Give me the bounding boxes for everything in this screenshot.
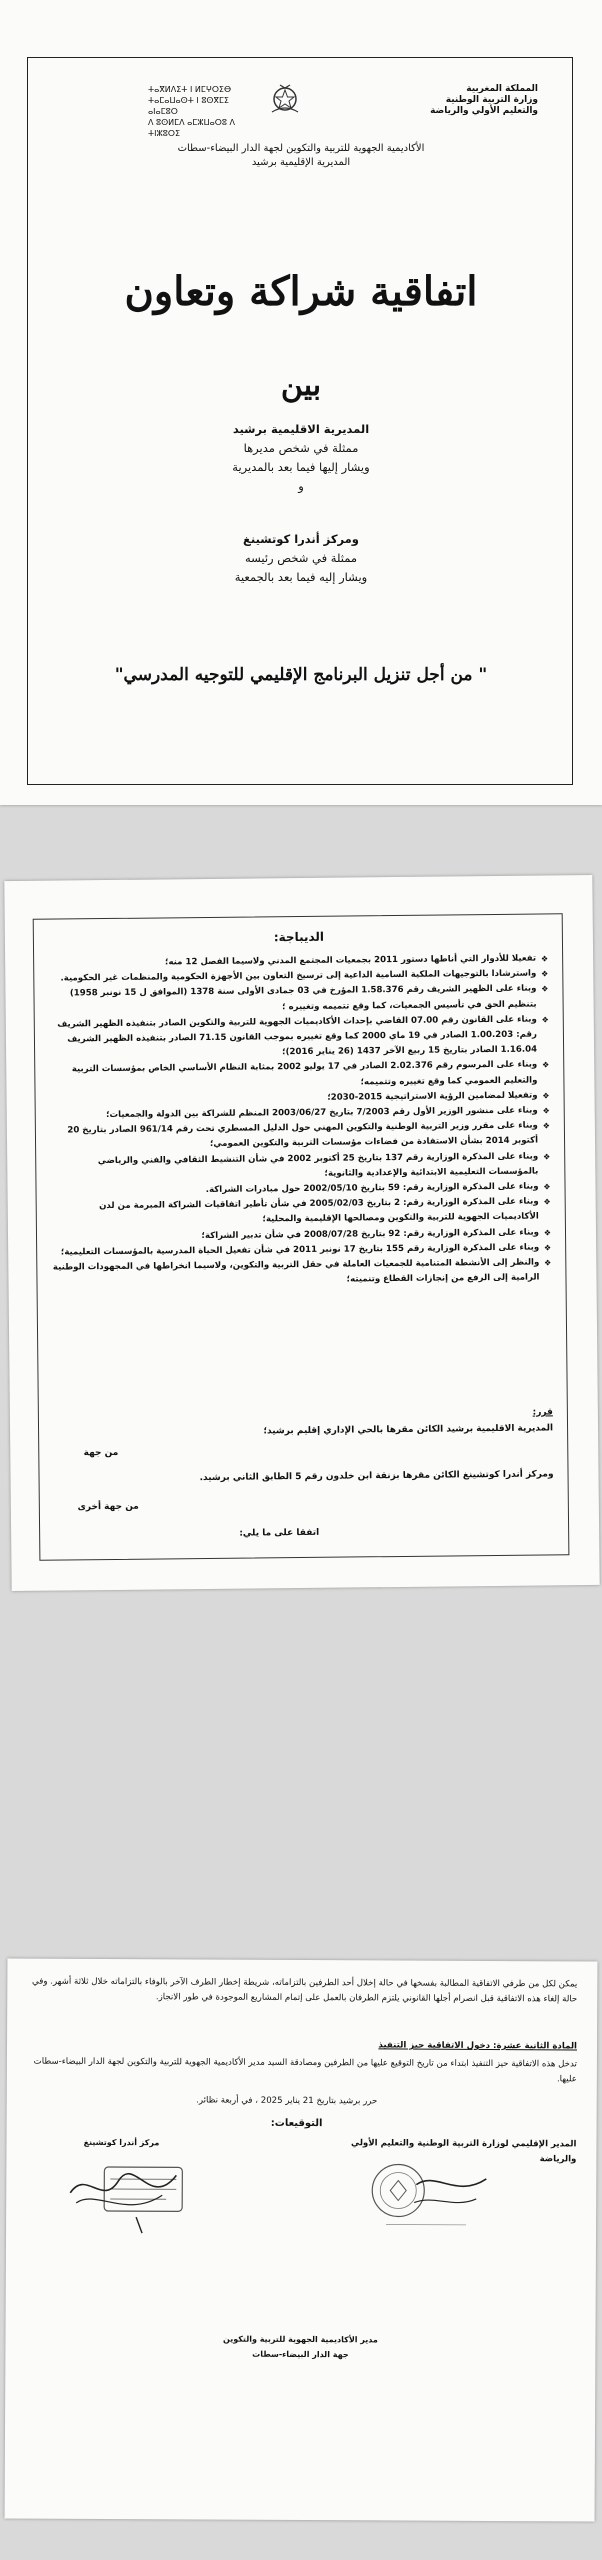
ministry-line: وزارة التربية الوطنية (445, 95, 538, 105)
ministry-name-tifinagh (148, 84, 258, 139)
directorate-line: المديرية الإقليمية برشيد (251, 157, 351, 168)
academy-director-block (5, 2330, 595, 2363)
list-item: ❖ وبناء على المذكرة الوزارية رقم 155 بتاريخ 17 نونبر 2011 في شأن تفعيل الحياة المدرسية بالمؤسسات التعليمية؛ (51, 1240, 551, 1260)
signatory-association: مركز أندرا كوتشينغ (83, 2137, 160, 2148)
academy-director-line: جهة الدار البيضاء-سطات (252, 2349, 349, 2360)
decided-label: قرر: (532, 1407, 553, 1418)
page-title: اتفاقية شراكة وتعاون (124, 268, 478, 315)
party-line: ممثلة في شخص رئيسه (244, 551, 358, 565)
preamble-title: الديباجة: (273, 929, 325, 945)
signature-page (5, 1958, 598, 2521)
date-line: حرر برشيد بتاريخ 21 يناير 2025 ، في أربعة نظائر. (196, 2095, 378, 2107)
list-item: ❖ وبناء على المذكرة الوزارية رقم 137 بتاريخ 25 أكتوبر 2002 في شأن التنشيط الثقافي والفني والرياضي بالمؤسسات التعليمية الابتدائية والإعدادية والثانوية؛ (50, 1149, 550, 1185)
between-label: بين (280, 368, 322, 403)
institution-header (60, 142, 542, 170)
party-line: ممثلة في شخص مديرها (243, 441, 359, 455)
party-two-address: ومركز أندرا كوتشينغ الكائن مقرها بزنقة ابن خلدون رقم 5 الطابق الثاني برشيد. (199, 1469, 554, 1484)
list-item: ❖ وبناء على الظهير الشريف رقم 1.58.376 المؤرخ في 03 جمادى الأولى سنة 1378 (الموافق ل 15 نونبر 1958) بتنظيم الحق في تأسيس الجمعيات، كما وقع تتميمه وتغييره ؛ (48, 982, 548, 1018)
ministry-line: ⵜⴰⵎⴰⵡⴰⵙⵜ ⵏ ⵓⵙⴳⵎⵉ ⴰⵏⴰⵎⵓⵔ (148, 96, 229, 116)
list-item: ❖ وبناء على المذكرة الوزارية رقم: 92 بتاريخ 2008/07/28 في شأن تدبير الشراكة؛ (51, 1225, 551, 1245)
party-name: المديرية الاقليمية برشيد (232, 422, 370, 436)
party-line: ويشار إليها فيما بعد بالمديرية (232, 460, 370, 474)
list-item: ❖ تفعيلا للأدوار التي أناطها دستور 2011 بجمعيات المجتمع المدني ولاسيما الفصل 12 منه؛ (48, 951, 548, 971)
list-item: ❖ وتفعيلا لمضامين الرؤية الاستراتيجية 2015-2030؛ (50, 1088, 550, 1108)
academy-director-line: مدير الأكاديمية الجهوية للتربية والتكوين (223, 2334, 378, 2345)
termination-paragraph: يمكن لكل من طرفي الاتفاقية المطالبة بفسخها في حالة إخلال أحد الطرفين بالتزاماته، شريطة إخطار الطرف الآخر بالوفاء بالتزاماته خلال ثلاثة أشهر. وفي حالة إلغاء هذه الاتفاقية قبل انصرام أجلها القانوني يلتزم الطرفان بالعمل على إتمام المشاريع الموجودة في طور الانجاز. (32, 1976, 578, 2005)
preamble-page (4, 875, 599, 1591)
list-item: ❖ وبناء على القانون رقم 07.00 القاضي بإحداث الأكاديميات الجهوية للتربية والتكوين الصادر بتنفيذه الظهير الشريف رقم: 1.00.203 الصادر في 19 ماي 2000 كما وقع تغييره بموجب القانون 71.15 الصادر بتنفيذه الظهير الشريف 1.16.04 الصادر بتاريخ 15 ربيع الآخر 1437 (26 يناير 2016)؛ (49, 1012, 549, 1063)
party-line: ويشار إليه فيما بعد بالجمعية (234, 570, 368, 584)
signatures-title: التوقيعات: (270, 2117, 323, 2130)
cover-page (0, 0, 602, 805)
party-one (80, 420, 522, 496)
and-label: و (298, 479, 304, 493)
list-item: ❖ والنظر إلى الأنشطة المتنامية للجمعيات العاملة في حقل التربية والتكوين، ولاسيما انخراطها في المجهودات الوطنية الرامية إلى الرفع من إنجازات القطاع وتنميته؛ (51, 1255, 551, 1291)
association-stamp-icon (66, 2159, 206, 2240)
directorate-stamp-icon (346, 2158, 506, 2249)
list-item: ❖ وبناء على مقرر وزير التربية الوطنية والتكوين المهني حول الدليل المسطري تحت رقم 961/14 الصادر بتاريخ 20 أكتوبر 2014 بشأن الاستفادة من فضاءات مؤسسات التربية والتكوين العمومي؛ (50, 1119, 550, 1155)
ministry-line: ⵜⴰⴳⵍⴷⵉⵜ ⵏ ⵍⵎⵖⵔⵉⴱ (148, 85, 232, 94)
entry-into-force-paragraph: تدخل هذه الاتفاقية حيز التنفيذ ابتداء من تاريخ التوقيع عليها من الطرفين ومصادقة السيد مدير الأكاديمية الجهوية للتربية والتكوين لجهة الدار البيضاء-سطات عليها. (33, 2056, 577, 2085)
ministry-name-arabic (318, 84, 538, 117)
party-one-address: المديرية الاقليمية برشيد الكائن مقرها بالحي الإداري إقليم برشيد؛ (263, 1423, 554, 1437)
ministry-line: ⴷ ⵓⵙⵍⵎⴷ ⴰⵎⵣⵡⴰⵔⵓ ⴷ ⵜⵏⵣⵓⵔⵉ (148, 118, 235, 138)
side-two-label: من جهة أخرى (77, 1501, 139, 1513)
party-name: ومركز أندرا كوتشينغ (243, 532, 359, 546)
ministry-line: والتعليم الأولي والرياضة (430, 106, 538, 116)
list-item: ❖ وبناء على المرسوم رقم 2.02.376 الصادر في 17 يوليو 2002 بمثابة النظام الأساسي الخاص بمؤسسات التربية والتعليم العمومي كما وقع تغييره وتتميمه؛ (49, 1058, 549, 1094)
signatory-director: المدير الإقليمي لوزارة التربية الوطنية والتعليم الأولي والرياضة (350, 2138, 577, 2165)
moroccan-emblem-icon (268, 82, 302, 116)
article-title: المادة الثانية عشرة: دخول الاتفاقية حيز التنفيذ (378, 2040, 578, 2052)
agreed-label: اتفقا على ما يلي: (239, 1527, 320, 1539)
list-item: ❖ واسترشادا بالتوجيهات الملكية السامية الداعية إلى ترسيخ التعاون بين الأجهزة الحكومية والمنظمات غير الحكومية. (48, 967, 548, 987)
list-item: ❖ وبناء على منشور الوزير الأول رقم 7/2003 بتاريخ 2003/06/27 المنظم للشراكة بين الدولة والجمعيات؛ (50, 1103, 550, 1123)
ministry-line: المملكة المغربية (466, 84, 538, 94)
list-item: ❖ وبناء على المذكرة الوزارية رقم: 59 بتاريخ 2002/05/10 حول مبادرات الشراكة. (50, 1179, 550, 1199)
side-one-label: من جهة (83, 1447, 119, 1459)
academy-line: الأكاديمية الجهوية للتربية والتكوين لجهة الدار البيضاء-سطات (177, 143, 425, 154)
preamble-list (48, 951, 551, 1291)
agreement-purpose: " من أجل تنزيل البرنامج الإقليمي للتوجيه المدرسي" (114, 665, 488, 685)
party-two (80, 530, 522, 587)
list-item: ❖ وبناء على المذكرة الوزارية رقم: 2 بتاريخ 2005/02/03 في شأن تأطير اتفاقيات الشراكة المبرمة من لدن الأكاديميات الجهوية للتربية والتكوين ومصالحها الإقليمية والمحلية؛ (51, 1195, 551, 1231)
